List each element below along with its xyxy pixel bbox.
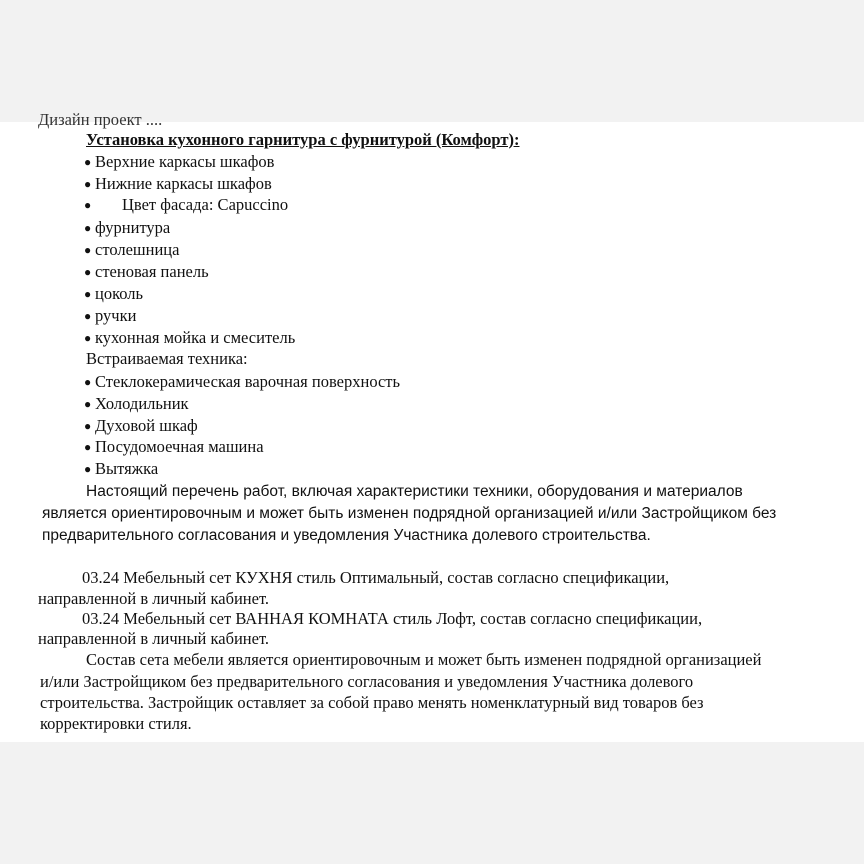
disclaimer-line: предварительного согласования и уведомления Участника долевого строительства. [42, 527, 651, 544]
list-item: ● Нижние каркасы шкафов [84, 174, 272, 193]
bullet-icon: ● [84, 155, 92, 169]
list-item: ● Вытяжка [84, 459, 159, 478]
bathroom-set-line: направленной в личный кабинет. [38, 629, 270, 648]
kitchen-heading: Установка кухонного гарнитура с фурнитурой (Комфорт): [86, 130, 520, 149]
disclaimer-line: является ориентировочным и может быть изменен подрядной организацией и/или Застройщиком без [42, 505, 777, 522]
list-item: ● Холодильник [84, 394, 189, 413]
kitchen-set-line: 03.24 Мебельный сет КУХНЯ стиль Оптимальный, состав согласно спецификации, [82, 568, 670, 587]
furniture-note-line: строительства. Застройщик оставляет за собой право менять номенклатурный вид товаров без [40, 693, 704, 712]
list-item: ● цоколь [84, 284, 144, 303]
bullet-icon: ● [84, 221, 92, 235]
list-item: ● столешница [84, 240, 180, 259]
bullet-icon: ● [84, 419, 92, 433]
list-item: ● Посудомоечная машина [84, 437, 264, 456]
bullet-icon: ● [84, 243, 92, 257]
kitchen-set-line: направленной в личный кабинет. [38, 589, 270, 608]
list-item: ● Духовой шкаф [84, 416, 198, 435]
bullet-icon: ● [84, 287, 92, 301]
bullet-icon: ● [84, 177, 92, 191]
list-item: ● стеновая панель [84, 262, 209, 281]
bullet-icon: ● [84, 375, 92, 389]
bullet-icon: ● [84, 397, 92, 411]
cut-off-top-line: Дизайн проект .... [38, 110, 163, 129]
bathroom-set-line: 03.24 Мебельный сет ВАННАЯ КОМНАТА стиль Лофт, состав согласно спецификации, [82, 609, 703, 628]
list-item: ● фурнитура [84, 218, 171, 237]
furniture-note-line: корректировки стиля. [40, 714, 192, 733]
appliances-label: Встраиваемая техника: [86, 349, 248, 368]
document-page [0, 110, 864, 742]
bullet-icon: ● [84, 331, 92, 345]
disclaimer-line: Настоящий перечень работ, включая характеристики техники, оборудования и материалов [86, 483, 743, 500]
bullet-icon: ● [84, 265, 92, 279]
list-item: ● ручки [84, 306, 137, 325]
list-item: ● Стеклокерамическая варочная поверхность [84, 372, 401, 391]
bullet-icon: ● [84, 440, 92, 454]
bullet-icon: ● [84, 462, 92, 476]
list-item: ● Цвет фасада: Capuccino [84, 195, 289, 214]
bullet-icon: ● [84, 309, 92, 323]
list-item: ● кухонная мойка и смеситель [84, 328, 296, 347]
furniture-note-line: и/или Застройщиком без предварительного согласования и уведомления Участника долевого [40, 672, 694, 691]
list-item: ● Верхние каркасы шкафов [84, 152, 275, 171]
furniture-note-line: Состав сета мебели является ориентировочным и может быть изменен подрядной организацией [86, 650, 762, 669]
bullet-icon: ● [84, 198, 92, 212]
